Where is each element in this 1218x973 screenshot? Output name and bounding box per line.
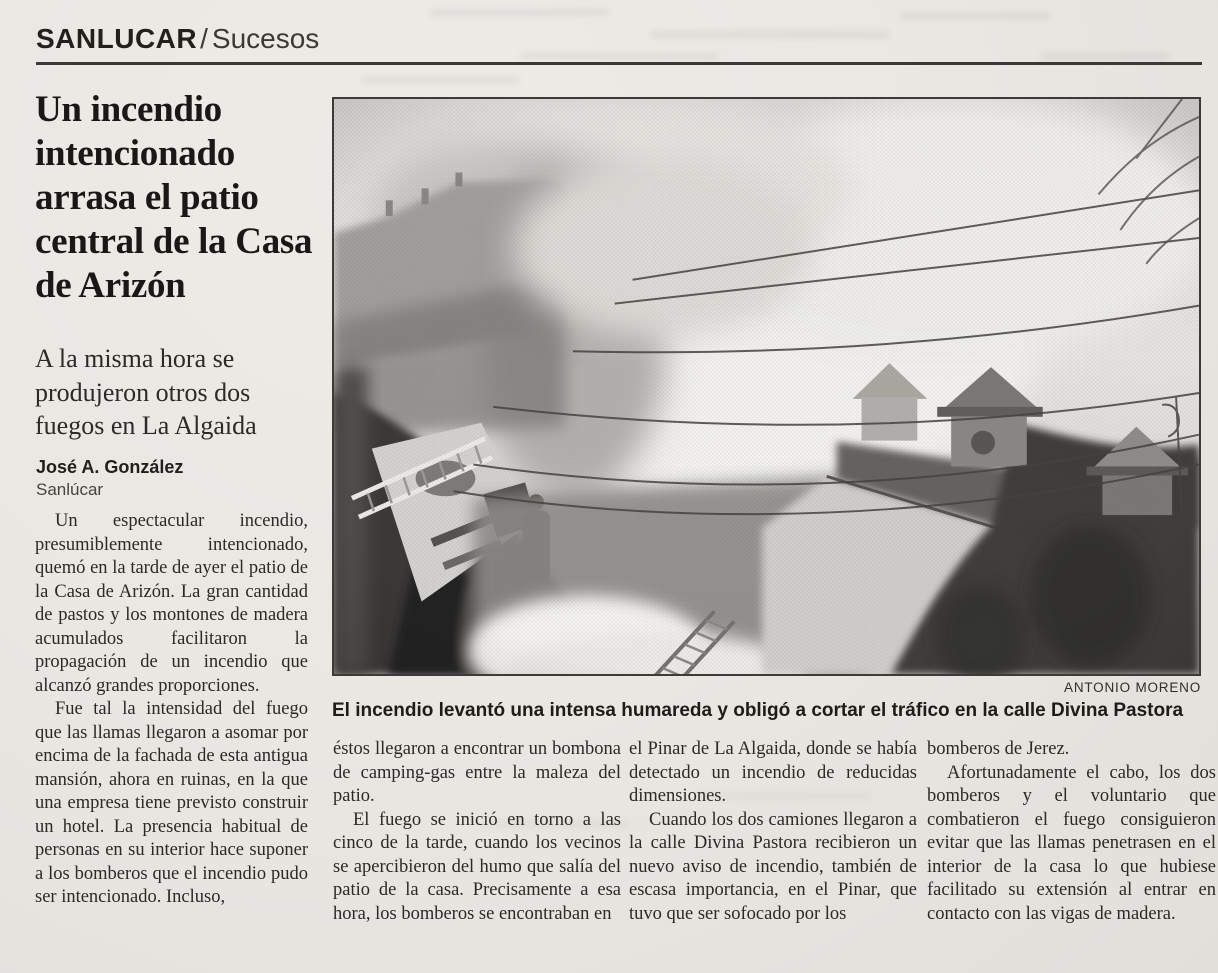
fire-photo-illustration [334,99,1199,674]
article-column-4 [927,738,1216,926]
paragraph: Un espectacular incendio, presumiblemente intencionado, quemó en la tarde de ayer el patio de la Casa de Arizón. La gran cantidad de pastos y los montones de madera acumulados facilitaron la propagación de un incendio que alcanzó grandes proporciones. [35,511,308,696]
section-name: SANLUCAR [36,23,198,54]
section-subsection: Sucesos [211,23,320,54]
photo-vignette [334,99,1199,674]
header-rule [36,62,1202,65]
paragraph: Afortunadamente el cabo, los dos bomberos y el voluntario que combatieron el fuego consiguieron evitar que las llamas penetrasen en el interior de la casa lo que hubiese facilitado su extensión al entrar en contacto con las vigas de madera. [927,762,1216,924]
article-column-1 [35,510,308,910]
paragraph: bomberos de Jerez. [927,739,1070,759]
byline-author: José A. González [36,457,184,477]
section-header [36,22,319,56]
section-separator: / [200,23,208,54]
news-photo [332,97,1201,676]
byline [36,456,183,501]
photo-caption: El incendio levantó una intensa humareda y obligó a cortar el tráfico en la calle Divina Pastora [332,700,1184,721]
paragraph: el Pinar de La Algaida, donde se había detectado un incendio de reducidas dimensiones. [629,739,917,806]
photo-credit: ANTONIO MORENO [1064,680,1201,695]
paragraph: Fue tal la intensidad del fuego que las llamas llegaron a asomar por encima de la fachada de esta antigua mansión, ahora en ruinas, en la que una empresa tiene previsto construir un hotel. La presencia habitual de personas en su interior hace suponer a los bomberos que el incendio pudo ser intencionado. Incluso, [35,699,308,907]
article-headline: Un incendio intencionado arrasa el patio central de la Casa de Arizón [35,89,313,306]
article-column-3 [629,738,917,926]
byline-location: Sanlúcar [36,480,104,499]
paragraph: éstos llegaron a encontrar un bombona de camping-gas entre la maleza del patio. [333,739,621,806]
paragraph: Cuando los dos camiones llegaron a la calle Divina Pastora recibieron un nuevo aviso de incendio, también de escasa importancia, en el Pinar, que tuvo que ser sofocado por los [629,809,917,924]
paragraph: El fuego se inició en torno a las cinco de la tarde, cuando los vecinos se apercibieron del humo que salía del patio de la casa. Precisamente a esa hora, los bomberos se encontraban en [333,809,621,924]
article-column-2 [333,738,621,926]
article-subheadline: A la misma hora se produjeron otros dos fuegos en La Algaida [35,344,257,440]
